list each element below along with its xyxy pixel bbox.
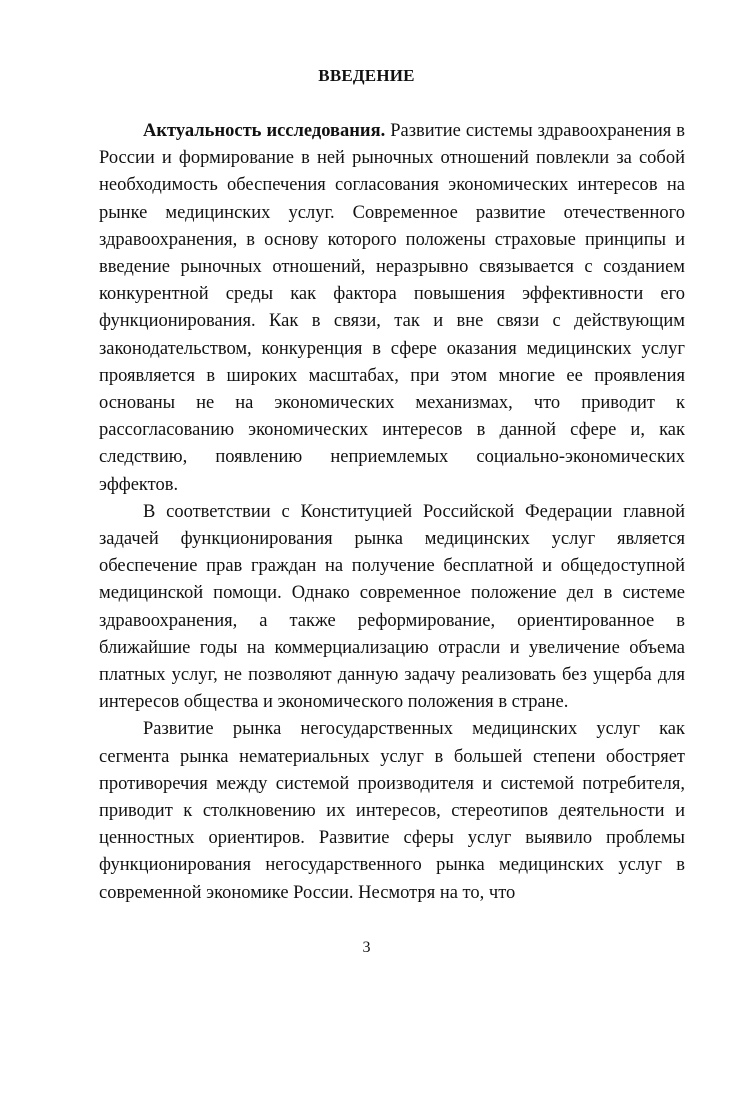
paragraph-constitution: В соответствии с Конституцией Российской Федерации главной задачей функционирования рынка медицинских услуг является обеспечение прав граждан на получение бесплатной и общедоступной медицинской помощи. Однако современное положение дел в системе здравоохранения, а также реформирование, ориентированное в ближайшие годы на коммерциализацию отрасли и увеличение объема платных услуг, не позволяют данную задачу реализовать без ущерба для интересов общества и экономического положения в стране. [99,501,685,713]
paragraph-lead: Актуальность исследования. [143,121,386,141]
page-title: ВВЕДЕНИЕ [318,66,415,85]
paragraph-market-development: Развитие рынка негосударственных медицинских услуг как сегмента рынка нематериальных услуг в большей степени обостряет противоречия между системой производителя и системой потребителя, приводит к столкновению их интересов, стереотипов деятельности и ценностных ориентиров. Развитие сферы услуг выявило проблемы функционирования негосударственного рынка медицинских услуг в современной экономике России. Несмотря на то, что [99,719,685,903]
document-body [99,118,685,907]
page-number: 3 [362,939,371,956]
paragraph-text: Развитие системы здравоохранения в России и формирование в ней рыночных отношений повлекли за собой необходимость обеспечения согласования экономических интересов на рынке медицинских услуг. Современное развитие отечественного здравоохранения, в основу которого положены страховые принципы и введение рыночных отношений, неразрывно связывается с созданием конкурентной среды как фактора повышения эффективности его функционирования. Как в связи, так и вне связи с действующим законодательством, конкуренция в сфере оказания медицинских услуг проявляется в широких масштабах, при этом многие ее проявления основаны не на экономических механизмах, что приводит к рассогласованию экономических интересов в данной сфере и, как следствию, появлению неприемлемых социально-экономических эффектов. [99,121,686,495]
paragraph-relevance [99,118,685,499]
